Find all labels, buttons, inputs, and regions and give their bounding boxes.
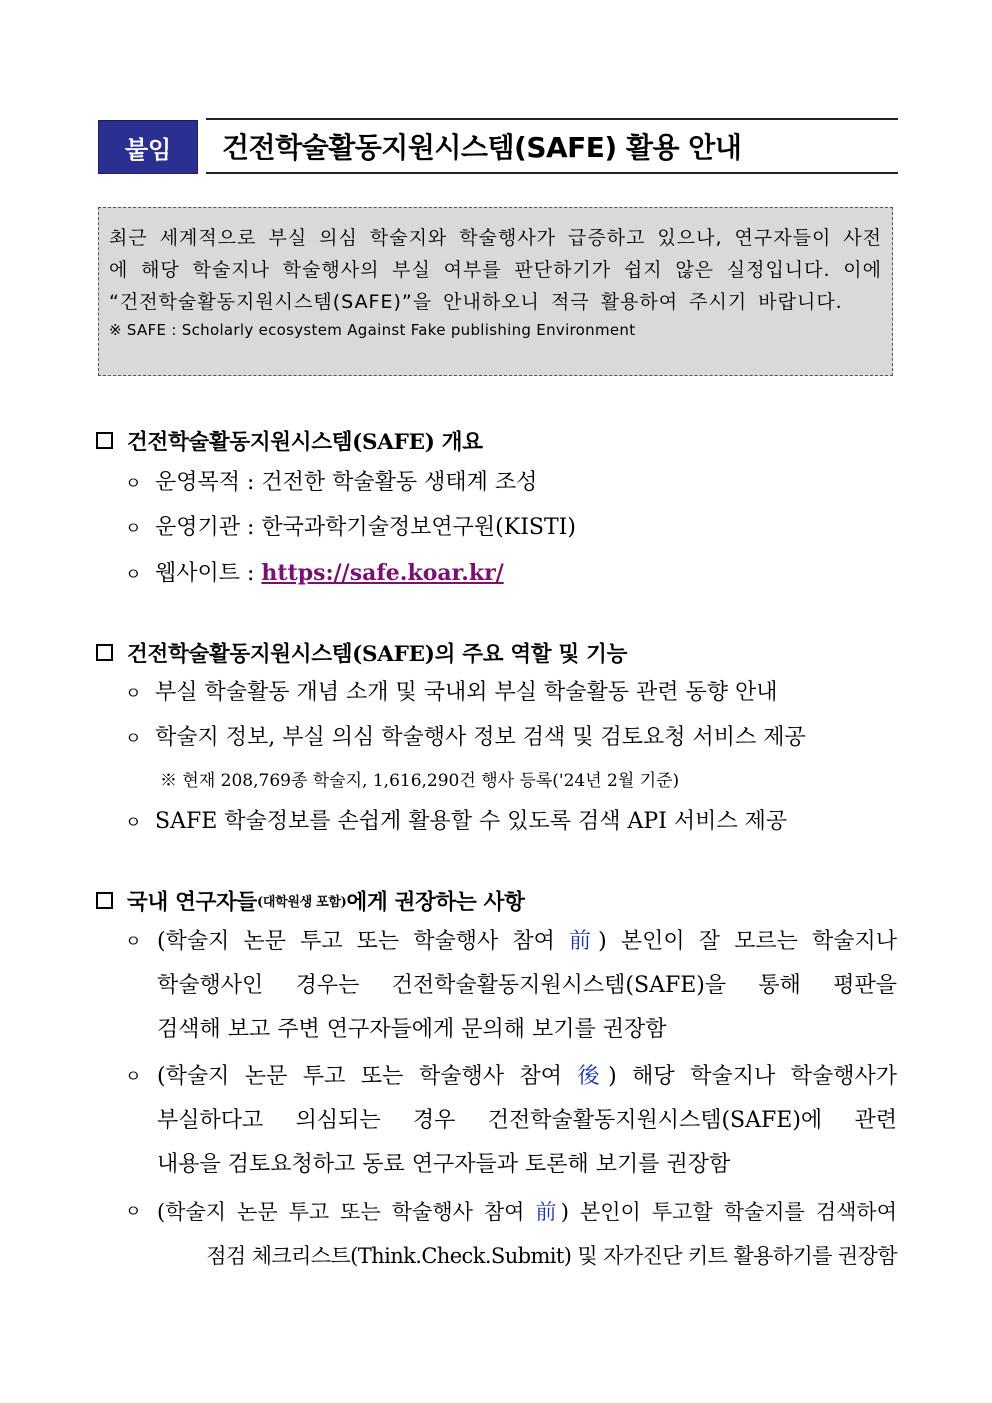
document-title: 건전학술활동지원시스템(SAFE) 활용 안내 (206, 118, 898, 174)
function-text: 학술지 정보, 부실 의심 학술행사 정보 검색 및 검토요청 서비스 제공 (155, 725, 806, 750)
bullet-icon: ㅇ (125, 565, 142, 585)
section-heading-small: (대학원생 포함) (257, 895, 347, 910)
text-fragment: ) 본인이 잘 모르는 학술지나 (598, 929, 897, 954)
website-link[interactable]: https://safe.koar.kr/ (261, 560, 504, 586)
paragraph-line: 내용을 검토요청하고 동료 연구자들과 토론해 보기를 권장함 (157, 1152, 731, 1177)
paragraph-line (125, 920, 897, 964)
bullet-icon: ㅇ (125, 729, 142, 749)
recommendation-paragraph (125, 920, 897, 1052)
notice-box (98, 207, 893, 376)
list-item (125, 671, 895, 716)
section-heading-text: 건전학술활동지원시스템(SAFE) 개요 (127, 430, 483, 455)
operator-text: 운영기관 : 한국과학기술정보연구원(KISTI) (155, 515, 576, 540)
bullet-icon: ㅇ (125, 519, 142, 539)
function-text: SAFE 학술정보를 손쉽게 활용할 수 있도록 검색 API 서비스 제공 (155, 809, 788, 834)
bullet-icon: ㅇ (125, 813, 142, 833)
list-item-website (125, 551, 895, 597)
list-item (125, 800, 895, 845)
section-heading-tail: 에게 권장하는 사항 (346, 890, 525, 915)
purpose-text: 운영목적 : 건전한 학술활동 생태계 조성 (155, 470, 538, 495)
notice-footnote: ※ SAFE : Scholarly ecosystem Against Fake publishing Environment (109, 321, 636, 339)
checkbox-square-icon (96, 644, 113, 661)
paragraph-line (125, 1190, 897, 1234)
list-item (125, 716, 895, 761)
paragraph-line: 부실하다고 의심되는 경우 건전학술활동지원시스템(SAFE)에 관련 (157, 1108, 897, 1133)
notice-text: 최근 세계적으로 부실 의심 학술지와 학술행사가 급증하고 있으나, 연구자들이 사전에 해당 학술지나 학술행사의 부실 여부를 판단하기가 쉽지 않은 실정입니다. 이에 “건전학술활동지원시스템(SAFE)”을 안내하오니 적극 활용하여 주시기 바랍니다. (109, 227, 882, 313)
section-heading-main: 국내 연구자들 (127, 890, 257, 915)
hanja-before: 前 (535, 1200, 561, 1224)
registration-note: ※ 현재 208,769종 학술지, 1,616,290건 행사 등록('24년 2월 기준) (160, 771, 680, 791)
recommendation-paragraph (125, 1055, 897, 1187)
website-label: 웹사이트 : (155, 561, 262, 586)
attachment-badge: 붙임 (98, 120, 198, 174)
checkbox-square-icon (96, 432, 113, 449)
list-item-operator (125, 506, 895, 551)
bullet-icon: ㅇ (125, 1067, 142, 1087)
section-heading-text: 건전학술활동지원시스템(SAFE)의 주요 역할 및 기능 (127, 642, 628, 667)
text-fragment: ) 본인이 투고할 학술지를 검색하여 (560, 1200, 897, 1224)
document-header (98, 118, 898, 176)
text-fragment: (학술지 논문 투고 또는 학술행사 참여 (157, 1200, 536, 1224)
paragraph-line: 점검 체크리스트(Think.Check.Submit) 및 자가진단 키트 활용하기를 권장함 (206, 1244, 897, 1268)
text-fragment: (학술지 논문 투고 또는 학술행사 참여 (157, 929, 570, 954)
bullet-icon: ㅇ (125, 1202, 142, 1222)
bullet-icon: ㅇ (125, 932, 142, 952)
section-heading-functions (96, 637, 627, 668)
section-heading-recommendations (96, 885, 525, 916)
paragraph-line (125, 1055, 897, 1099)
function-text: 부실 학술활동 개념 소개 및 국내외 부실 학술활동 관련 동향 안내 (155, 680, 778, 705)
recommendation-paragraph (125, 1190, 897, 1278)
text-fragment: ) 해당 학술지나 학술행사가 (608, 1064, 897, 1089)
hanja-before: 前 (569, 929, 599, 954)
bullet-icon: ㅇ (125, 474, 142, 494)
section-heading-overview (96, 425, 483, 456)
bullet-icon: ㅇ (125, 684, 142, 704)
text-fragment: (학술지 논문 투고 또는 학술행사 참여 (157, 1064, 578, 1089)
list-item-purpose (125, 461, 895, 506)
paragraph-line: 학술행사인 경우는 건전학술활동지원시스템(SAFE)을 통해 평판을 (157, 973, 897, 998)
paragraph-line: 검색해 보고 주변 연구자들에게 문의해 보기를 권장함 (157, 1017, 667, 1042)
hanja-after: 後 (577, 1064, 609, 1089)
checkbox-square-icon (96, 892, 113, 909)
